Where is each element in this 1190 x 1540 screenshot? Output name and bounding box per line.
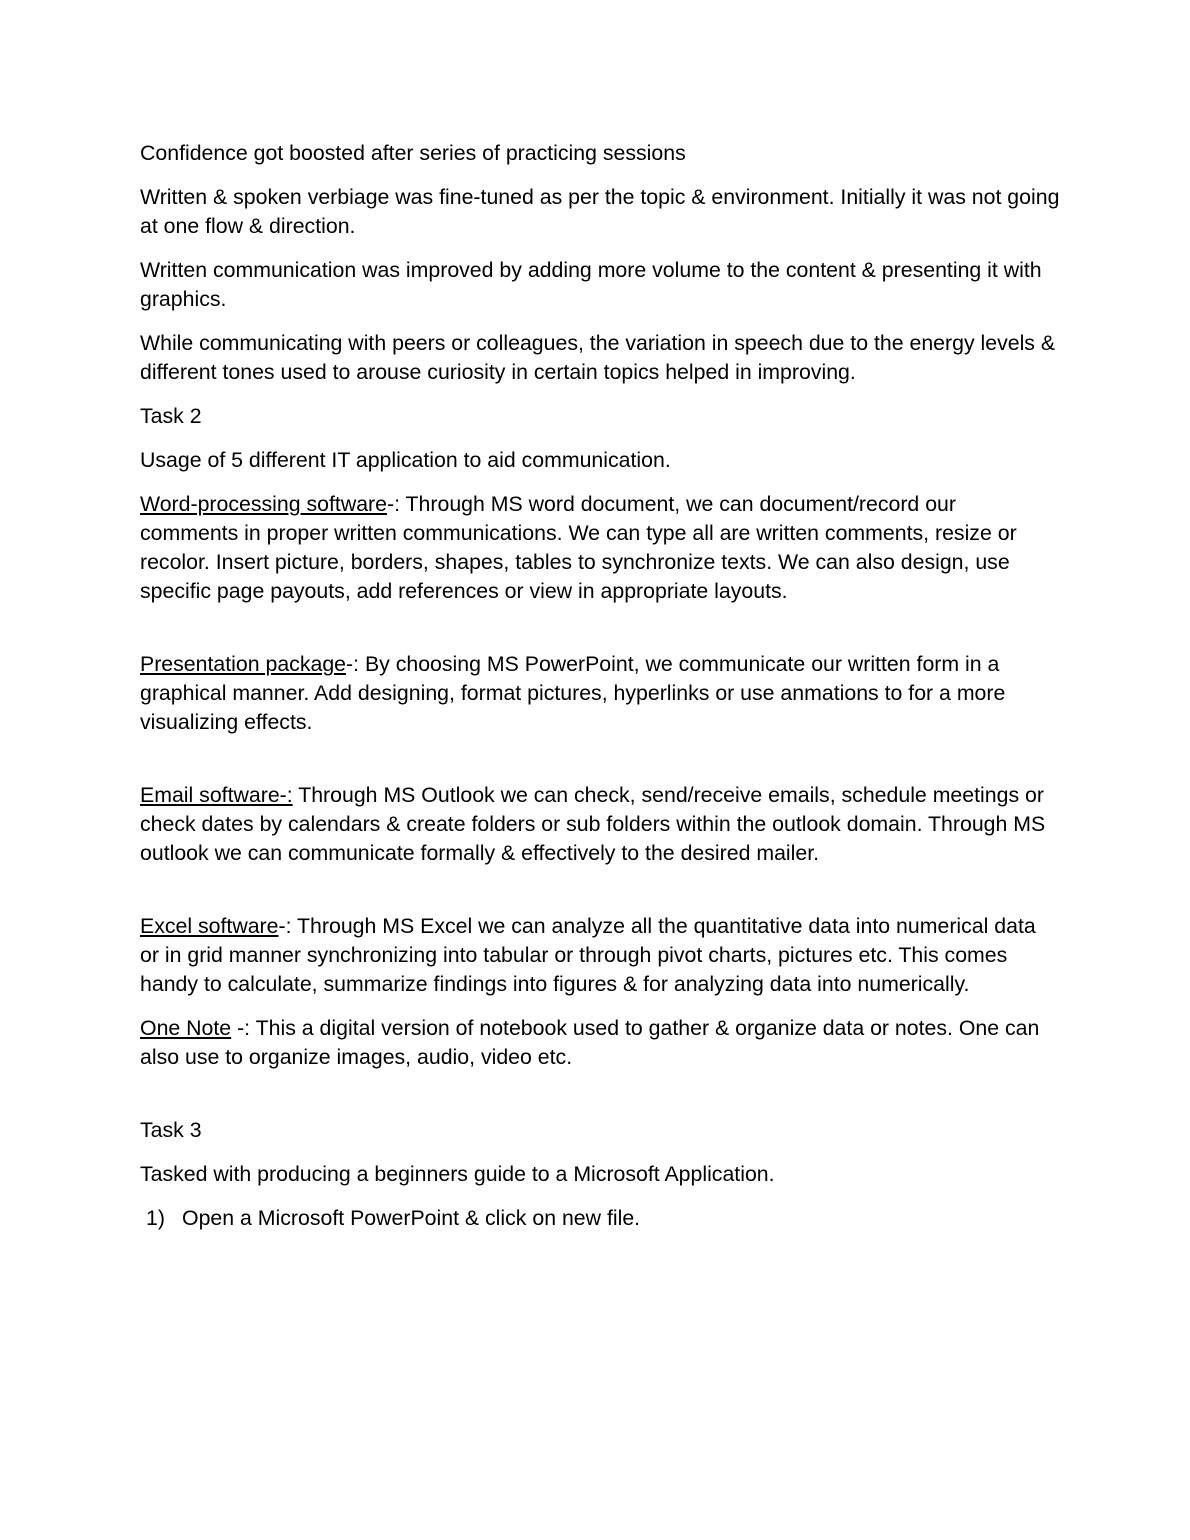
onenote-paragraph bbox=[140, 1014, 1060, 1072]
paragraph-written-communication: Written communication was improved by adding more volume to the content & presenting it with graphics. bbox=[140, 258, 1042, 311]
excel-term: Excel software bbox=[140, 914, 279, 938]
list-item-text: Open a Microsoft PowerPoint & click on new file. bbox=[182, 1206, 641, 1230]
excel-body: -: Through MS Excel we can analyze all the quantitative data into numerical data or in grid manner synchronizing into tabular or through pivot charts, pictures etc. This comes handy to calculate, summarize findings into figures & for analyzing data into numerically. bbox=[140, 914, 1036, 996]
blank-line bbox=[140, 1087, 1060, 1116]
word-processing-term: Word-processing software bbox=[140, 492, 387, 516]
email-body: Through MS Outlook we can check, send/receive emails, schedule meetings or check dates by calendars & create folders or sub folders within the outlook domain. Through MS outlook we can communicate formally & effectively to the desired mailer. bbox=[140, 783, 1046, 865]
blank-line bbox=[140, 883, 1060, 912]
paragraph-peers: While communicating with peers or colleagues, the variation in speech due to the energy levels & different tones used to arouse curiosity in certain topics helped in improving. bbox=[140, 331, 1056, 384]
email-term: Email software-: bbox=[140, 783, 293, 807]
word-processing-paragraph bbox=[140, 490, 1060, 606]
onenote-body: -: This a digital version of notebook used to gather & organize data or notes. One can also use to organize images, audio, video etc. bbox=[140, 1016, 1040, 1069]
task3-intro: Tasked with producing a beginners guide to a Microsoft Application. bbox=[140, 1162, 775, 1186]
blank-line bbox=[140, 752, 1060, 781]
document-page bbox=[140, 139, 1060, 1233]
presentation-term: Presentation package bbox=[140, 652, 347, 676]
word-processing-body: -: Through MS word document, we can document/record our comments in proper written communications. We can type all are written comments, resize or recolor. Insert picture, borders, shapes, tables to synchronize texts. We can also design, use specific page payouts, add references or view in appropriate layouts. bbox=[140, 492, 1017, 603]
onenote-term: One Note bbox=[140, 1016, 232, 1040]
presentation-body: -: By choosing MS PowerPoint, we communicate our written form in a graphical manner. Add designing, format pictures, hyperlinks or use anmations to for a more visualizing effects. bbox=[140, 652, 1006, 734]
email-paragraph bbox=[140, 781, 1060, 868]
list-item-number: 1) bbox=[146, 1206, 165, 1230]
task2-intro: Usage of 5 different IT application to aid communication. bbox=[140, 448, 671, 472]
task2-heading: Task 2 bbox=[140, 404, 202, 428]
task3-heading: Task 3 bbox=[140, 1118, 202, 1142]
paragraph-confidence: Confidence got boosted after series of practicing sessions bbox=[140, 141, 686, 165]
paragraph-verbiage: Written & spoken verbiage was fine-tuned as per the topic & environment. Initially it was not going at one flow & direction. bbox=[140, 185, 1060, 238]
excel-paragraph bbox=[140, 912, 1060, 999]
list-item bbox=[140, 1204, 1060, 1233]
presentation-paragraph bbox=[140, 650, 1060, 737]
blank-line bbox=[140, 621, 1060, 650]
